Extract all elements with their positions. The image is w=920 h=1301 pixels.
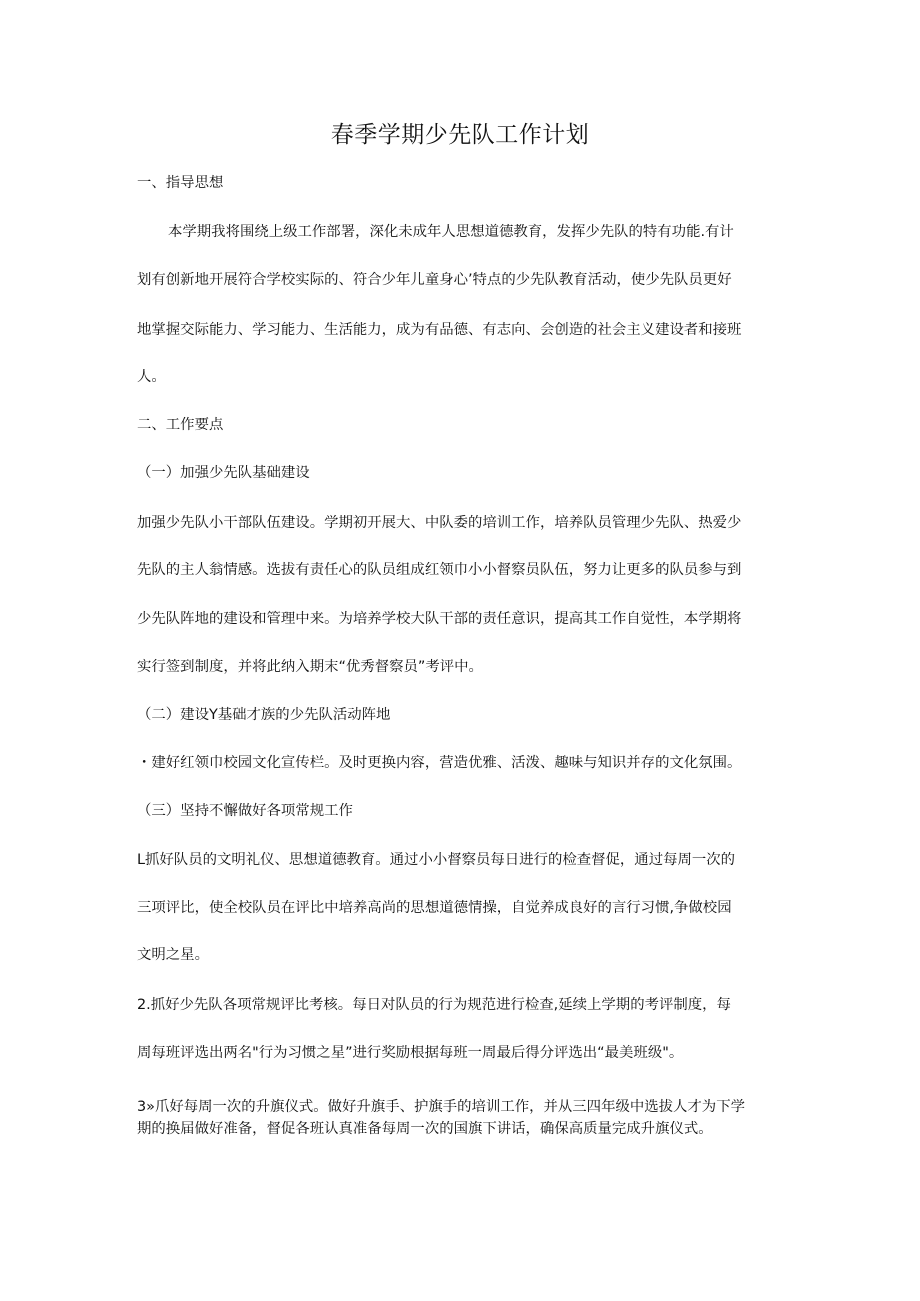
paragraph-line: 2.抓好少先队各项常规评比考核。每日对队员的行为规范进行检查,延续上学期的考评制度，每 xyxy=(137,997,731,1013)
paragraph-line: ・建好红领巾校园文化宣传栏。及时更换内容，营造优雅、活泼、趣味与知识并存的文化氛围。 xyxy=(137,755,742,771)
subheading-activity-base: （二）建设Y基础才族的少先队活动阵地 xyxy=(137,707,391,723)
paragraph-line: L抓好队员的文明礼仪、思想道德教育。通过小小督察员每日进行的检查督促，通过每周一次的 xyxy=(137,852,736,868)
paragraph-line: 周每班评选出两名"行为习惯之星”进行奖励根据每班一周最后得分评选出“最美班级"。 xyxy=(137,1045,684,1061)
paragraph-line: 先队的主人翁情感。选拔有责任心的队员组成红领巾小小督察员队伍，努力让更多的队员参与到 xyxy=(137,562,742,578)
paragraph-line: 加强少先队小干部队伍建设。学期初开展大、中队委的培训工作，培养队员管理少先队、热爱少 xyxy=(137,515,742,531)
heading-work-points: 二、工作要点 xyxy=(137,417,224,433)
paragraph-line: 3»爪好每周一次的升旗仪式。做好升旗手、护旗手的培训工作，并从三四年级中选拔人才为下学 xyxy=(137,1099,745,1115)
document-title: 春季学期少先队工作计划 xyxy=(330,122,590,148)
paragraph-line: 少先队阵地的建设和管理中来。为培养学校大队干部的责任意识，提高其工作自觉性，本学期将 xyxy=(137,611,742,627)
paragraph-line: 地掌握交际能力、学习能力、生活能力，成为有品德、有志向、会创造的社会主义建设者和接班 xyxy=(137,322,742,338)
subheading-routine-work: （三）坚持不懈做好各项常规工作 xyxy=(137,803,353,819)
paragraph-line: 期的换届做好准备，督促各班认真准备每周一次的国旗下讲话，确保高质量完成升旗仪式。 xyxy=(137,1121,713,1137)
paragraph-line: 文明之星。 xyxy=(137,947,209,963)
heading-guiding-thought: 一、指导思想 xyxy=(137,175,224,191)
paragraph-line: 三项评比，使全校队员在评比中培养高尚的思想道德情操，自觉养成良好的言行习惯,争做校园 xyxy=(137,900,732,916)
paragraph-line: 人。 xyxy=(137,369,166,385)
paragraph-line: 本学期我将围绕上级工作部署，深化未成年人思想道德教育，发挥少先队的特有功能.有计 xyxy=(168,224,734,240)
paragraph-line: 实行签到制度，并将此纳入期末“优秀督察员”考评中。 xyxy=(137,659,483,675)
paragraph-line: 划有创新地开展符合学校实际的、符合少年儿童身心’特点的少先队教育活动，使少先队员更好 xyxy=(137,272,732,288)
subheading-basic-construction: （一）加强少先队基础建设 xyxy=(137,465,310,481)
